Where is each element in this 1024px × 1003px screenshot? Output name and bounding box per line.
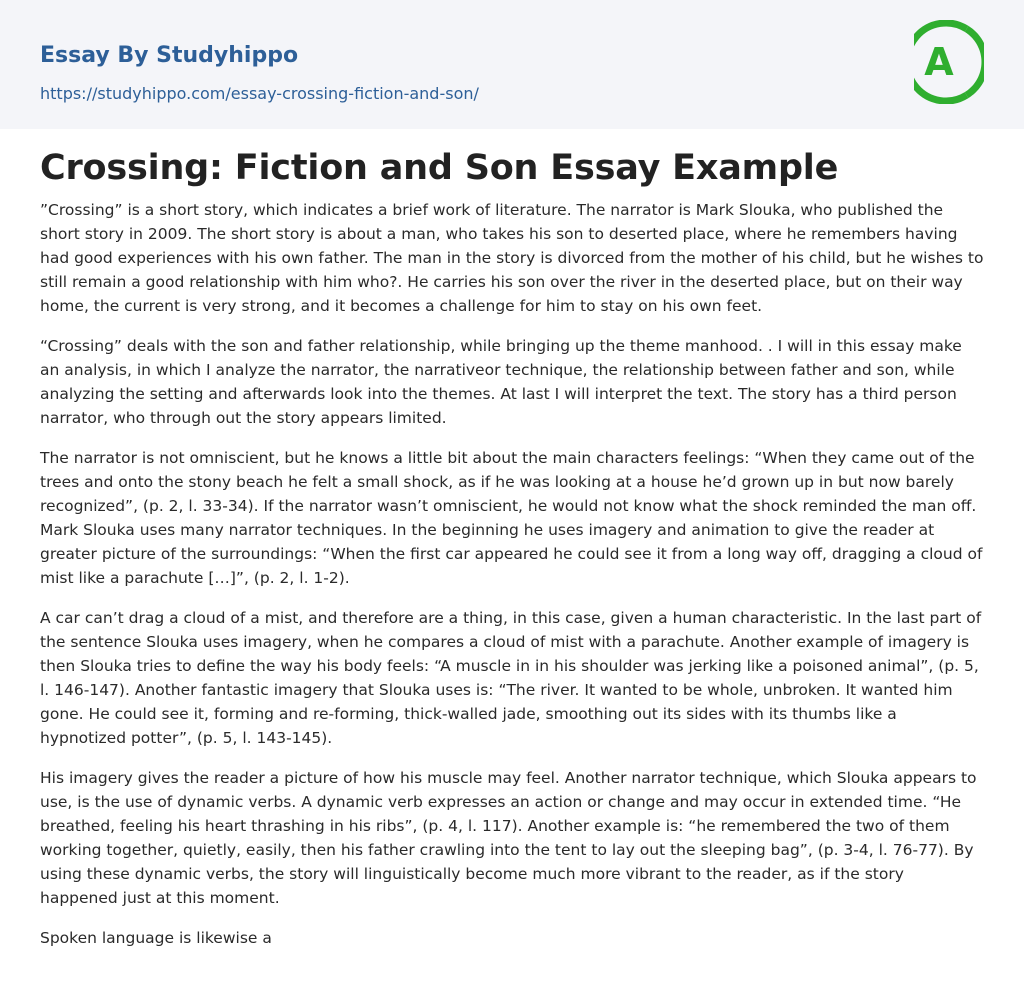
- paragraph-truncated: Spoken language is likewise a: [40, 929, 272, 947]
- article-body: [0, 146, 1024, 950]
- paragraph: “Crossing” deals with the son and father relationship, while bringing up the theme manhood. . I will in this essay make an analysis, in which I analyze the narrator, the narrativeor technique, the relationship between father and son, while analyzing the setting and afterwards look into the themes. At last I will interpret the text. The story has a third person narrator, who through out the story appears limited.: [40, 337, 962, 427]
- site-header: [0, 0, 1024, 129]
- site-brand-title[interactable]: Essay By Studyhippo: [40, 43, 299, 68]
- paragraph: The narrator is not omniscient, but he knows a little bit about the main characters feelings: “When they came out of the trees and onto the stony beach he felt a small shock, as if he was looking at a house he’d grown up in but now barely recognized”, (p. 2, l. 33-34). If the narrator wasn’t omniscient, he would not know what the shock reminded the man off. Mark Slouka uses many narrator techniques. In the beginning he uses imagery and animation to give the reader at greater picture of the surroundings: “When the first car appeared he could see it from a long way off, dragging a cloud of mist like a parachute […]”, (p. 2, l. 1-2).: [40, 449, 983, 587]
- paragraph: A car can’t drag a cloud of a mist, and therefore are a thing, in this case, given a human characteristic. In the last part of the sentence Slouka uses imagery, when he compares a cloud of mist with a parachute. Another example of imagery is then Slouka tries to define the way his body feels: “A muscle in in his shoulder was jerking like a poisoned animal”, (p. 5, l. 146-147). Another fantastic imagery that Slouka uses is: “The river. It wanted to be whole, unbroken. It wanted him gone. He could see it, forming and re-forming, thick-walled jade, smoothing out its sides with its thumbs like a hypnotized potter”, (p. 5, l. 143-145).: [40, 609, 982, 747]
- logo-letter: A: [924, 40, 954, 84]
- paragraph: His imagery gives the reader a picture of how his muscle may feel. Another narrator technique, which Slouka appears to use, is the use of dynamic verbs. A dynamic verb expresses an action or change and may occur in extended time. “He breathed, feeling his heart thrashing in his ribs”, (p. 4, l. 117). Another example is: “he remembered the two of them working together, quietly, easily, then his father crawling into the tent to lay out the sleeping bag”, (p. 3-4, l. 76-77). By using these dynamic verbs, the story will linguistically become much more vibrant to the reader, as if the story happened just at this moment.: [40, 769, 977, 907]
- studyhippo-logo-icon[interactable]: [914, 20, 984, 104]
- page-title: Crossing: Fiction and Son Essay Example: [40, 148, 839, 188]
- source-url-link[interactable]: https://studyhippo.com/essay-crossing-fiction-and-son/: [40, 84, 479, 103]
- paragraph: ”Crossing” is a short story, which indicates a brief work of literature. The narrator is Mark Slouka, who published the short story in 2009. The short story is about a man, who takes his son to deserted place, where he remembers having had good experiences with his own father. The man in the story is divorced from the mother of his child, but he wishes to still remain a good relationship with him who?. He carries his son over the river in the deserted place, but on their way home, the current is very strong, and it becomes a challenge for him to stay on his own feet.: [40, 201, 984, 315]
